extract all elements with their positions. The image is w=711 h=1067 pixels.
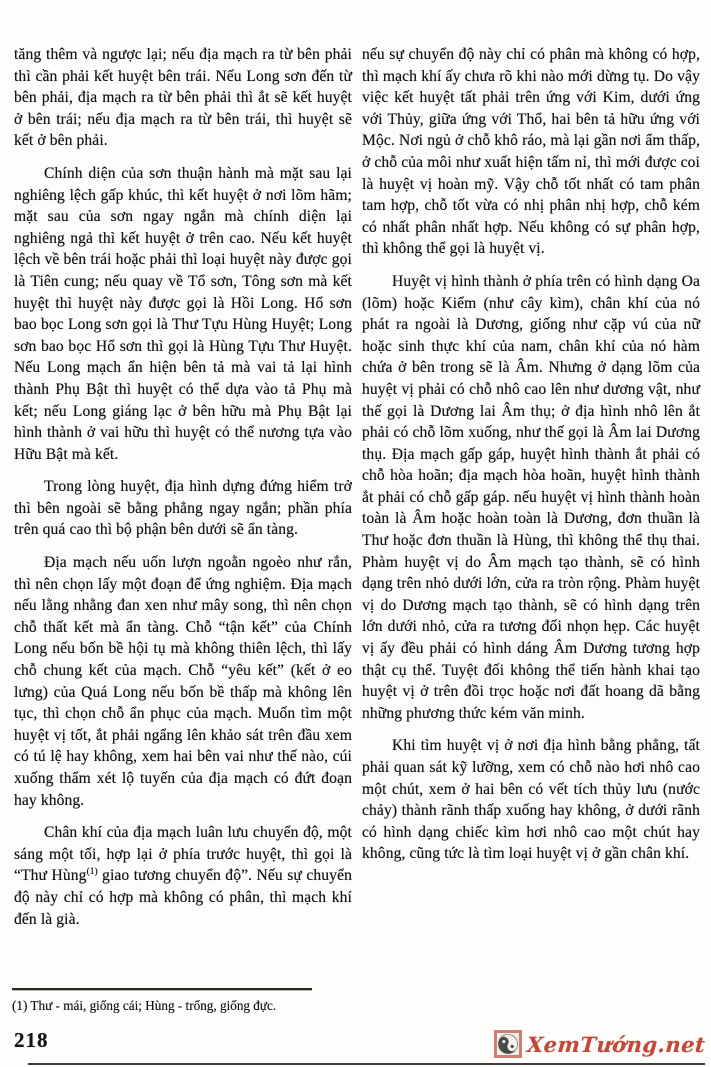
paragraph: Khi tìm huyệt vị ở nơi địa hình bằng phẳng, tất phải quan sát kỹ lưỡng, xem có chỗ nào hơi nhô cao một chút, xem ở hai bên có vết tích thủy lưu (nước chảy) thành rãnh thấp xuống hay không, ở dưới rãnh có hình dạng chiếc kìm hơi nhô cao một chút hay không, cũng tức là tìm loại huyệt vị ở gần chân khí. <box>362 737 700 863</box>
site-logo <box>494 1030 705 1058</box>
scan-edge-line <box>28 1063 705 1065</box>
footnote-divider <box>12 988 312 990</box>
paragraph: tăng thêm và ngược lại; nếu địa mạch ra từ bên phải thì cần phải kết huyệt bên trái. Nếu Long sơn đến từ bên phải, địa mạch ra từ bên phải thì ắt sẽ kết huyệt ở bên trái; nếu địa mạch ra từ bên trái, thì huyệt sẽ kết ở bên phải. <box>14 46 352 150</box>
right-column <box>362 44 700 876</box>
paragraph <box>14 822 352 930</box>
footnote-marker: (1) <box>86 867 98 878</box>
paragraph: Huyệt vị hình thành ở phía trên có hình dạng Oa (lõm) hoặc Kiểm (như cây kìm), chân khí của nó phát ra ngoài là Dương, giống như cặp vú của nữ hoặc sinh thực khí của nam, chân khí của nó hàm chứa ở bên trong sẽ là Âm. Nhưng ở dạng lõm của huyệt vị phải có chỗ nhô cao lên như dương vật, như thế gọi là Dương lai Âm thụ; ở địa hình nhô lên ắt phải có chỗ lõm xuống, như thế gọi là Âm lai Dương thụ. Địa mạch gấp gáp, huyệt hình thành ắt phải có chỗ hòa hoãn; địa mạch hòa hoãn, huyệt hình thành ắt phải có chỗ gấp gáp. nếu huyệt vị hình thành hoàn toàn là Âm hoặc hoàn toàn là Dương, đơn thuần là Thư hoặc đơn thuần là Hùng, thì không thể thụ thai. Phàm huyệt vị do Âm mạch tạo thành, sẽ có hình dạng trên nhỏ dưới lớn, cửa ra tròn rộng. Phàm huyệt vị do Dương mạch tạo thành, sẽ có hình dạng trên lớn dưới nhỏ, cửa ra tương đối nhọn hẹp. Các huyệt vị ấy đều phải có hình dáng Âm Dương tương hợp thật cụ thể. Tuyệt đối không thể tiến hành khai tạo huyệt vị ở trên đồi trọc hoặc nơi đất hoang dã bằng những phương thức kém văn minh. <box>362 272 700 722</box>
footnote-text: (1) Thư - mái, giống cái; Hùng - trống, giống đực. <box>12 998 277 1013</box>
left-column <box>14 44 352 941</box>
paragraph: Địa mạch nếu uốn lượn ngoằn ngoèo như rắn, thì nên chọn lấy một đoạn để ứng nghiệm. Địa mạch nếu lằng nhằng đan xen như mây song, thì nên chọn chỗ thất kết mà ẩn tàng. Chỗ “tận kết” của Chính Long nếu bốn bề hội tụ mà không thiên lệch, thì lấy chỗ chung kết của mạch. Chỗ “yêu kết” (kết ở eo lưng) của Quá Long nếu bốn bề thấp mà không lên tục, thì chọn chỗ ẩn phục của mạch. Muốn tìm một huyệt vị tốt, ắt phải ngẩng lên khảo sát trên đầu xem có tú lệ hay không, xem hai bên vai như thế nào, cúi xuống thẩm xét lộ tuyến của địa mạch có đứt đoạn hay không. <box>14 554 352 809</box>
paragraph: Chính diện của sơn thuận hành mà mặt sau lại nghiêng lệch gấp khúc, thì kết huyệt ở nơi lõm hãm; mặt sau của sơn ngay ngắn mà chính diện lại nghiêng ngả thì kết huyệt ở trên cao. Nếu kết huyệt lệch về bên trái hoặc phải thì loại huyệt này được gọi là Tiên cung; nếu quay về Tổ sơn, Tông sơn mà kết huyệt thì huyệt này được gọi là Hồi Long. Hổ sơn bao bọc Long sơn gọi là Thư Tựu Hùng Huyệt; Long sơn bao bọc Hổ sơn thì gọi là Hùng Tựu Thư Huyệt. Nếu Long mạch ẩn hiện bên tả mà vai tả lại hình thành Phụ Bật thì huyệt có thể dựa vào tả Phụ mà kết; nếu Long giáng lạc ở bên hữu mà Phụ Bật lại hình thành ở vai hữu thì huyệt có thể nương tựa vào Hữu Bật mà kết. <box>14 164 352 463</box>
logo-text: XemTướng.net <box>525 1031 706 1057</box>
paragraph-text: giao tương chuyển độ”. Nếu sự chuyển độ này chỉ có hợp mà không có phân, thì mạch khí đến là già. <box>14 867 352 928</box>
page-number: 218 <box>14 1028 49 1052</box>
yin-yang-icon <box>494 1030 522 1058</box>
footnote-block <box>12 988 352 1014</box>
paragraph-text: Chân khí của địa mạch luân lưu chuyển độ, một sáng một tối, hợp lại ở phía trước huyệt, thì gọi là “Thư Hùng <box>14 824 352 885</box>
paragraph: nếu sự chuyển độ này chỉ có phân mà không có hợp, thì mạch khí ấy chưa rõ khi nào mới dừng tụ. Do vậy việc kết huyệt tất phải trên ứng với Kim, dưới ứng với Thủy, giữa ứng với Thổ, hai bên tả hữu ứng với Mộc. Nơi ngủ ở chỗ khô ráo, mà lại gần nơi ẩm thấp, ở chỗ của môi như xuất hiện tấm nỉ, thì mới được coi là huyệt vị hoàn mỹ. Vậy chỗ tốt nhất có tam phân tam hợp, chỗ tốt vừa có nhị phân nhị hợp, chỗ kém có nhất phân nhất hợp. Nếu không có sự phân hợp, thì không thể gọi là huyệt vị. <box>362 46 700 258</box>
paragraph: Trong lòng huyệt, địa hình dựng đứng hiểm trở thì bên ngoài sẽ bằng phẳng ngay ngắn; phần phía trên quá cao thì bộ phận bên dưới sẽ ẩn tàng. <box>14 478 352 539</box>
